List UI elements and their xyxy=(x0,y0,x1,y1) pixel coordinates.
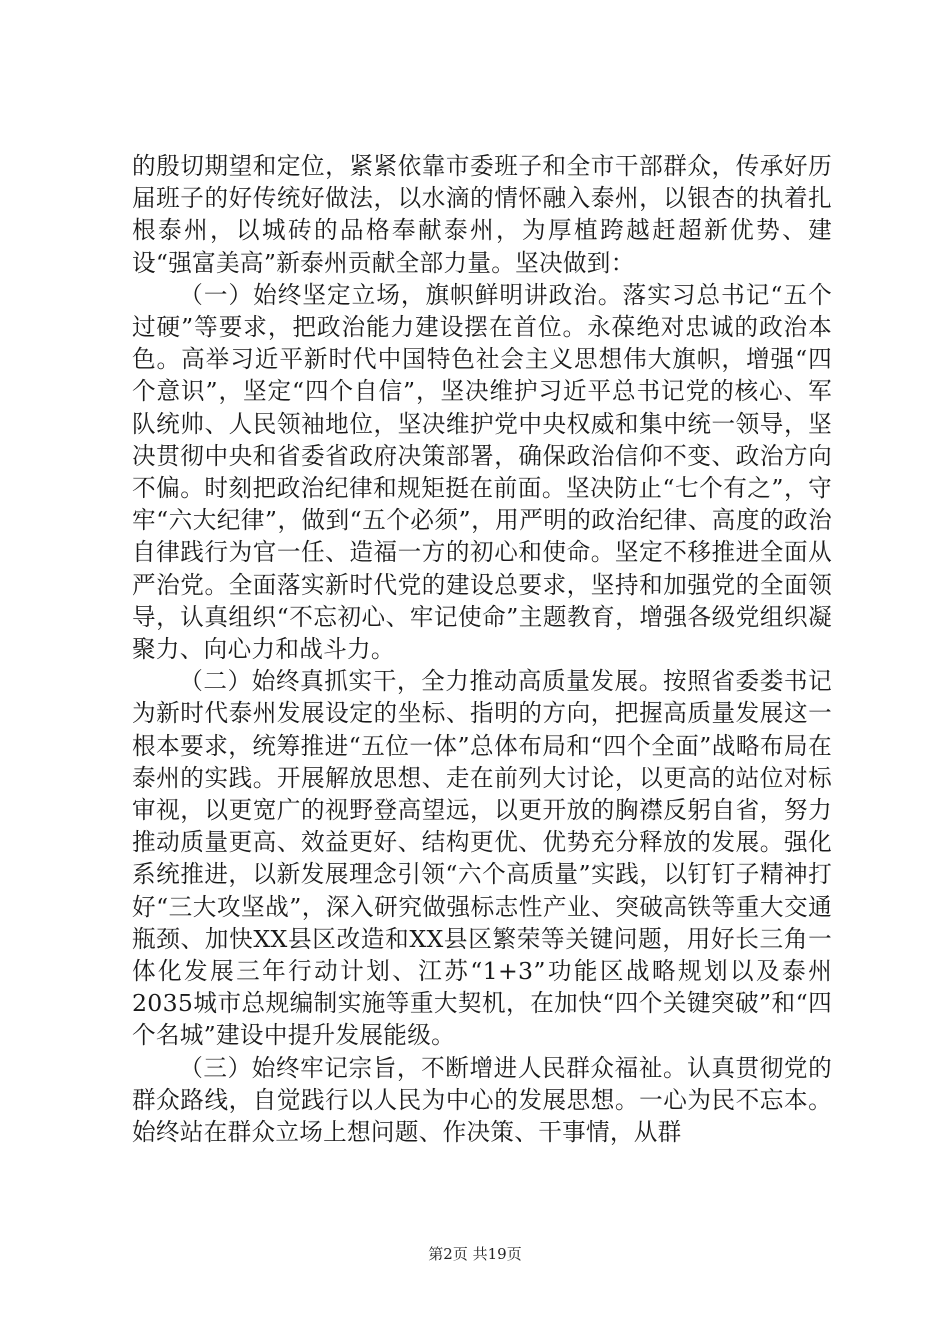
paragraph-section-2: （二）始终真抓实干，全力推动高质量发展。按照省委娄书记为新时代泰州发展设定的坐标、指明的方向，把握高质量发展这一根本要求，统筹推进“五位一体”总体布局和“四个全面”战略布局在泰州的实践。开展解放思想、走在前列大讨论，以更高的站位对标审视，以更宽广的视野登高望远，以更开放的胸襟反躬自省，努力推动质量更高、效益更好、结构更优、优势充分释放的发展。强化系统推进，以新发展理念引领“六个高质量”实践，以钉钉子精神打好“三大攻坚战”，深入研究做强标志性产业、突破高铁等重大交通瓶颈、加快XX县区改造和XX县区繁荣等关键问题，用好长三角一体化发展三年行动计划、江苏“1+3”功能区战略规划以及泰州2035城市总规编制实施等重大契机，在加快“四个关键突破”和“四个名城”建设中提升发展能级。 xyxy=(132,667,832,1050)
paragraph-section-1: （一）始终坚定立场，旗帜鲜明讲政治。落实习总书记“五个过硬”等要求，把政治能力建设摆在首位。永葆绝对忠诚的政治本色。高举习近平新时代中国特色社会主义思想伟大旗帜，增强“四个意识”，坚定“四个自信”，坚决维护习近平总书记党的核心、军队统帅、人民领袖地位，坚决维护党中央权威和集中统一领导，坚决贯彻中央和省委省政府决策部署，确保政治信仰不变、政治方向不偏。时刻把政治纪律和规矩挺在前面。坚决防止“七个有之”，守牢“六大纪律”，做到“五个必须”，用严明的政治纪律、高度的政治自律践行为官一任、造福一方的初心和使命。坚定不移推进全面从严治党。全面落实新时代党的建设总要求，坚持和加强党的全面领导，认真组织“不忘初心、牢记使命”主题教育，增强各级党组织凝聚力、向心力和战斗力。 xyxy=(132,280,832,664)
paragraph-section-3: （三）始终牢记宗旨，不断增进人民群众福祉。认真贯彻党的群众路线，自觉践行以人民为中心的发展思想。一心为民不忘本。始终站在群众立场上想问题、作决策、干事情，从群 xyxy=(132,1053,832,1147)
document-body xyxy=(132,150,832,1148)
paragraph-continuation: 的殷切期望和定位，紧紧依靠市委班子和全市干部群众，传承好历届班子的好传统好做法，以水滴的情怀融入泰州，以银杏的执着扎根泰州，以城砖的品格奉献泰州，为厚植跨越赶超新优势、建设“强富美高”新泰州贡献全部力量。坚决做到： xyxy=(132,152,832,277)
page-number-footer: 第2页 共19页 xyxy=(428,1245,522,1263)
